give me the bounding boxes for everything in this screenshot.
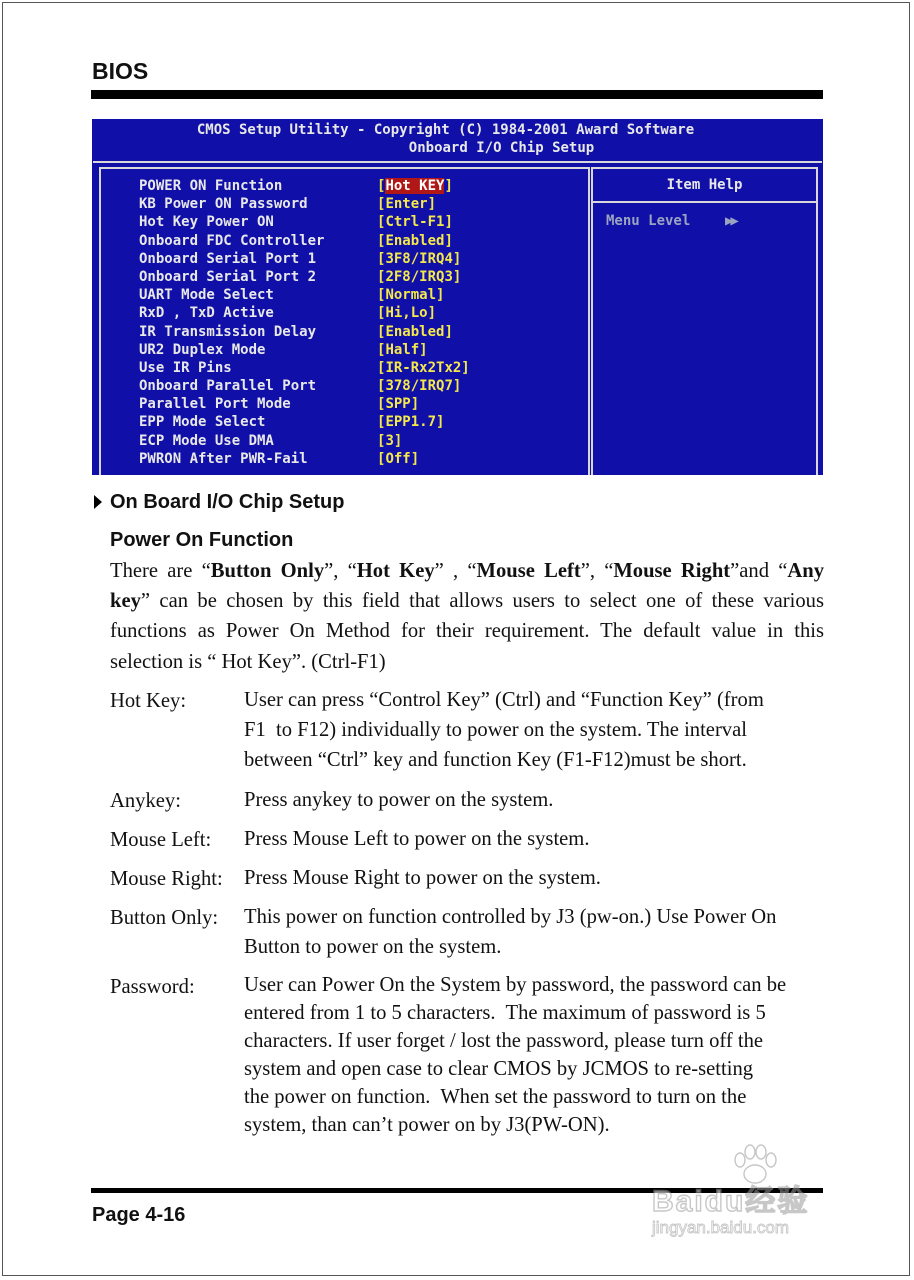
definition-line: F1 to F12) individually to power on the system. The interval	[244, 719, 747, 741]
bios-setting-label: UR2 Duplex Mode	[139, 341, 266, 358]
bios-setting-value[interactable]: [3F8/IRQ4]	[377, 250, 462, 267]
bios-help-panel	[591, 167, 818, 475]
bios-setting-value[interactable]: [EPP1.7]	[377, 414, 445, 431]
bios-setting-value[interactable]: [2F8/IRQ3]	[377, 268, 462, 285]
bios-setting-value[interactable]: [Enabled]	[377, 323, 453, 340]
intro-line-3: functions as Power On Method for their requirement. The default value in this	[110, 620, 824, 643]
triangle-bullet-icon	[94, 495, 102, 509]
definition-line: characters. If user forget / lost the password, please turn off the	[244, 1030, 764, 1052]
bios-setting-row[interactable]	[139, 250, 470, 268]
bios-setting-row[interactable]	[139, 432, 470, 450]
bios-setting-value[interactable]: [Half]	[377, 341, 428, 358]
definition-line: User can press “Control Key” (Ctrl) and “Function Key” (from	[244, 689, 764, 711]
intro-line-4: selection is “ Hot Key”. (Ctrl-F1)	[110, 650, 386, 673]
bios-setting-label: Onboard FDC Controller	[139, 232, 325, 249]
bios-setting-label: IR Transmission Delay	[139, 323, 317, 340]
bios-setting-row[interactable]	[139, 304, 470, 322]
bios-setting-value[interactable]: [SPP]	[377, 396, 420, 413]
double-arrow-icon: ▶▶	[725, 213, 736, 229]
bios-setting-row[interactable]	[139, 450, 470, 468]
intro-line-1: There are “Button Only”, “Hot Key” , “Mouse Left”, “Mouse Right”and “Any	[110, 560, 825, 582]
bios-setting-value[interactable]: [378/IRQ7]	[377, 378, 462, 395]
definition-term: Password:	[110, 976, 195, 998]
bios-setting-row[interactable]	[139, 395, 470, 413]
bios-setting-label: PWRON After PWR-Fail	[139, 450, 308, 467]
bios-setting-row[interactable]	[139, 359, 470, 377]
bios-setting-value[interactable]: [Ctrl-F1]	[377, 214, 453, 231]
bios-setting-label: Onboard Serial Port 2	[139, 268, 317, 285]
bios-setting-label: Onboard Serial Port 1	[139, 250, 317, 267]
bios-setting-label: RxD , TxD Active	[139, 305, 274, 322]
bios-setting-value[interactable]: [Hi,Lo]	[377, 305, 437, 322]
definition-line: the power on function. When set the password to turn on the	[244, 1086, 747, 1108]
bios-setting-value[interactable]: [Off]	[377, 450, 420, 467]
bios-title	[92, 121, 823, 157]
page-number: Page 4-16	[92, 1204, 186, 1226]
bios-title-line1: CMOS Setup Utility - Copyright (C) 1984-2001 Award Software	[196, 122, 695, 138]
bios-settings-list	[139, 177, 470, 468]
bios-setting-label: Use IR Pins	[139, 359, 232, 376]
definition-line: User can Power On the System by password, the password can be	[244, 974, 787, 996]
header-rule	[91, 90, 823, 99]
bios-setting-value[interactable]: [Enabled]	[377, 232, 453, 249]
section-heading	[94, 491, 344, 514]
bios-setting-row[interactable]	[139, 268, 470, 286]
bios-setting-label: EPP Mode Select	[139, 414, 266, 431]
definition-text	[244, 902, 828, 962]
definition-term: Mouse Left:	[110, 829, 212, 851]
bios-setting-label: Onboard Parallel Port	[139, 378, 317, 395]
bios-setting-row[interactable]	[139, 377, 470, 395]
bios-setting-label: Hot Key Power ON	[139, 214, 274, 231]
definition-text	[244, 785, 828, 815]
definition-line: system and open case to clear CMOS by JCMOS to re-setting	[244, 1058, 754, 1080]
bios-setting-row[interactable]	[139, 413, 470, 431]
definition-line: system, than can’t power on by J3(PW-ON).	[244, 1114, 610, 1136]
bios-setting-row[interactable]	[139, 232, 470, 250]
bios-setting-label: KB Power ON Password	[139, 196, 308, 213]
bios-setting-value[interactable]: [IR-Rx2Tx2]	[377, 359, 470, 376]
watermark	[648, 1144, 868, 1244]
definition-text	[244, 971, 828, 1139]
bios-divider	[93, 161, 822, 163]
definition-line: between “Ctrl” key and function Key (F1-F12)must be short.	[244, 749, 747, 771]
intro-paragraph	[110, 556, 824, 677]
definition-term: Hot Key:	[110, 690, 187, 712]
bios-setting-row[interactable]	[139, 195, 470, 213]
definition-line: entered from 1 to 5 characters. The maximum of password is 5	[244, 1002, 766, 1024]
definition-term: Button Only:	[110, 907, 219, 929]
definition-line: Press Mouse Right to power on the system.	[244, 867, 601, 889]
bios-setting-label: POWER ON Function	[139, 178, 283, 194]
header-title: BIOS	[92, 58, 149, 84]
sub-heading: Power On Function	[110, 529, 294, 551]
bios-setting-label: Parallel Port Mode	[139, 396, 291, 413]
definition-text	[244, 685, 828, 775]
bios-setting-value[interactable]: [Hot KEY]	[377, 178, 453, 194]
watermark-brand: Baidu经验	[652, 1185, 810, 1218]
intro-line-2: key” can be chosen by this field that allows users to select one of these various	[110, 590, 824, 613]
definition-term: Mouse Right:	[110, 868, 223, 890]
bios-setting-row[interactable]	[139, 213, 470, 231]
watermark-url: jingyan.baidu.com	[652, 1218, 790, 1237]
definition-text	[244, 824, 828, 854]
bios-setting-row[interactable]	[139, 341, 470, 359]
bios-setting-label: UART Mode Select	[139, 287, 274, 304]
definition-line: This power on function controlled by J3 (pw-on.) Use Power On	[244, 906, 777, 928]
bios-setting-row[interactable]	[139, 177, 470, 195]
help-title: Item Help	[666, 177, 743, 193]
help-separator	[593, 201, 816, 203]
bios-setting-value[interactable]: [3]	[377, 432, 403, 449]
bios-setting-label: ECP Mode Use DMA	[139, 432, 274, 449]
definition-line: Press Mouse Left to power on the system.	[244, 828, 590, 850]
bios-screen	[92, 119, 823, 475]
definition-text	[244, 863, 828, 893]
bios-setting-row[interactable]	[139, 323, 470, 341]
definition-term: Anykey:	[110, 790, 181, 812]
bios-setting-value[interactable]: [Normal]	[377, 287, 445, 304]
definition-line: Button to power on the system.	[244, 936, 502, 958]
bios-settings-panel	[99, 167, 590, 475]
bios-setting-row[interactable]	[139, 286, 470, 304]
definition-line: Press anykey to power on the system.	[244, 789, 554, 811]
bios-setting-value[interactable]: [Enter]	[377, 196, 437, 213]
section-heading-text: On Board I/O Chip Setup	[110, 491, 345, 513]
menu-level-label: Menu Level	[606, 213, 691, 229]
bios-title-line2: Onboard I/O Chip Setup	[408, 140, 595, 156]
